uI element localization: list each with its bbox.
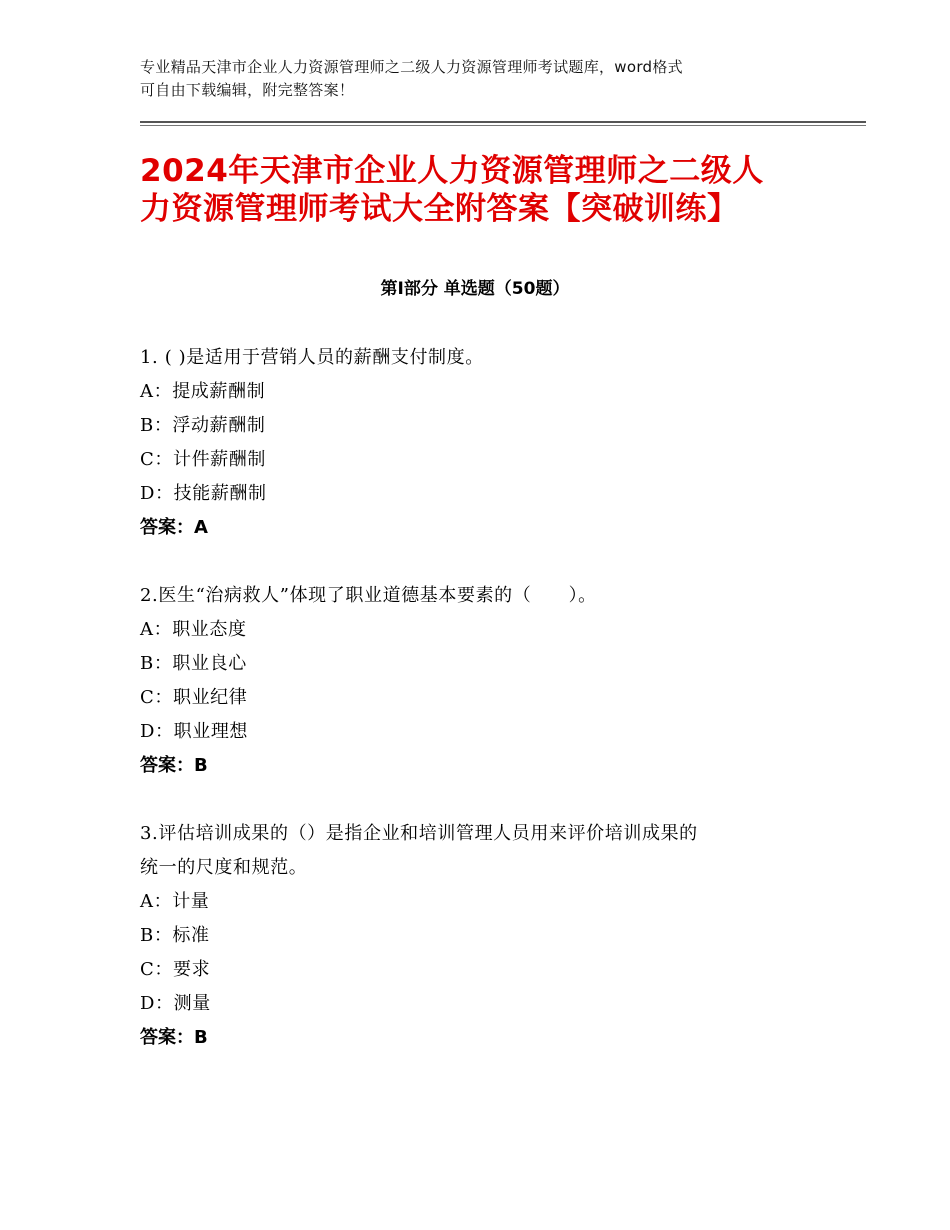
option-c: C：职业纪律 [140, 687, 248, 708]
document-title [140, 152, 830, 228]
question-stem-line: 1. ( )是适用于营销人员的薪酬支付制度。 [140, 347, 484, 368]
page-header [140, 56, 820, 102]
answer: 答案：A [140, 517, 208, 538]
question-2 [140, 579, 820, 783]
option-d: D：职业理想 [140, 721, 249, 742]
option-d: D：测量 [140, 993, 211, 1014]
option-a: A：提成薪酬制 [140, 381, 266, 402]
header-divider-thin [140, 125, 866, 126]
question-stem-line: 3.评估培训成果的（）是指企业和培训管理人员用来评价培训成果的 [140, 823, 698, 844]
header-divider [140, 121, 866, 123]
question-stem [140, 579, 820, 613]
option-b: B：职业良心 [140, 653, 247, 674]
answer: 答案：B [140, 1027, 208, 1048]
option-b: B：浮动薪酬制 [140, 415, 266, 436]
question-stem-line: 2.医生“治病救人”体现了职业道德基本要素的（ ）。 [140, 585, 597, 606]
header-line: 可自由下载编辑，附完整答案！ [140, 81, 355, 99]
question-1 [140, 341, 820, 545]
question-stem [140, 341, 820, 375]
option-d: D：技能薪酬制 [140, 483, 267, 504]
header-line: 专业精品天津市企业人力资源管理师之二级人力资源管理师考试题库，word格式 [140, 58, 683, 76]
option-a: A：计量 [140, 891, 210, 912]
title-line: 2024年天津市企业人力资源管理师之二级人 [140, 153, 764, 189]
option-b: B：标准 [140, 925, 210, 946]
question-stem [140, 817, 820, 885]
answer: 答案：B [140, 755, 208, 776]
question-3 [140, 817, 820, 1055]
title-line: 力资源管理师考试大全附答案【突破训练】 [140, 191, 739, 227]
question-stem-line: 统一的尺度和规范。 [140, 857, 308, 878]
option-a: A：职业态度 [140, 619, 247, 640]
option-c: C：计件薪酬制 [140, 449, 266, 470]
option-c: C：要求 [140, 959, 211, 980]
section-title: 第Ⅰ部分 单选题（50题） [380, 279, 570, 299]
question-list [140, 341, 820, 1089]
